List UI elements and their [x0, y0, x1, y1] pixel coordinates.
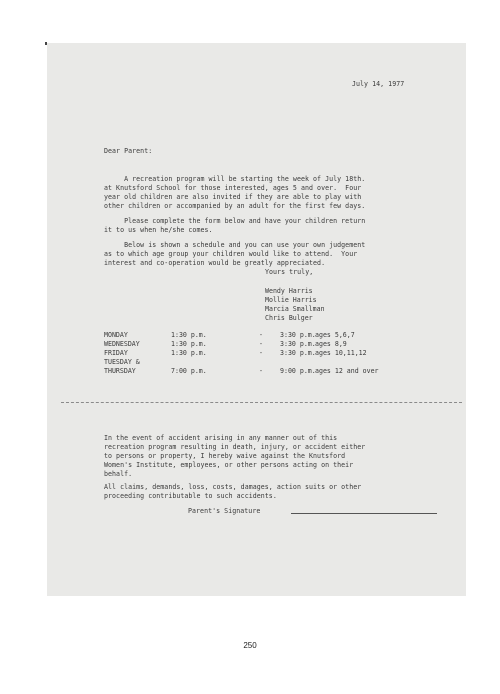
schedule-row — [104, 331, 355, 340]
schedule-end: 9:00 p.m. — [280, 367, 316, 375]
signatory-name: Marcia Smallman — [265, 305, 325, 313]
text-line: behalf. — [104, 470, 133, 478]
schedule-day: TUESDAY & — [104, 358, 140, 366]
text-line: other children or accompanied by an adult for the first few days. — [104, 202, 366, 210]
paragraph-schedule-note — [104, 232, 365, 277]
schedule-ages: ages 5,6,7 — [315, 331, 355, 339]
signatory-name: Wendy Harris — [265, 287, 313, 295]
signatories — [265, 287, 325, 323]
text-line: to persons or property, I hereby waive against the Knutsford — [104, 452, 346, 460]
schedule-day: FRIDAY — [104, 349, 128, 357]
schedule-dash: - — [259, 331, 263, 339]
schedule-day: MONDAY — [104, 331, 128, 339]
claims-paragraph — [104, 474, 361, 510]
schedule-start: 7:00 p.m. — [171, 367, 207, 375]
schedule-dash: - — [259, 367, 263, 375]
text-line: recreation program resulting in death, injury, or accident either — [104, 443, 366, 451]
text-line: A recreation program will be starting the week of July 18th. — [104, 175, 366, 183]
page-number: 250 — [243, 641, 257, 650]
text-line: as to which age group your children would like to attend. Your — [104, 250, 358, 258]
schedule-ages: ages 8,9 — [315, 340, 347, 348]
schedule-row — [104, 340, 347, 349]
text-line: Below is shown a schedule and you can use your own judgement — [104, 241, 366, 249]
signatory-name: Mollie Harris — [265, 296, 317, 304]
text-line: year old children are also invited if they are able to play with — [104, 193, 362, 201]
text-line: interest and co-operation would be greatly appreciated. — [104, 259, 326, 267]
text-line: Please complete the form below and have your children return — [104, 217, 366, 225]
schedule-start: 1:30 p.m. — [171, 331, 207, 339]
closing: Yours truly, — [265, 268, 314, 276]
scan-mark — [45, 42, 47, 45]
schedule-start: 1:30 p.m. — [171, 340, 207, 348]
schedule-dash: - — [259, 349, 263, 357]
schedule-table — [104, 331, 379, 376]
text-line: it to us when he/she comes. — [104, 226, 213, 234]
schedule-row — [104, 367, 379, 376]
text-line: at Knutsford School for those interested, ages 5 and over. Four — [104, 184, 362, 192]
schedule-day: WEDNESDAY — [104, 340, 140, 348]
letter-date: July 14, 1977 — [352, 80, 405, 88]
text-line: All claims, demands, loss, costs, damages, action suits or other — [104, 483, 362, 491]
text-line: Women's Institute, employees, or other persons acting on their — [104, 461, 354, 469]
schedule-ages: ages 10,11,12 — [315, 349, 367, 357]
salutation: Dear Parent: — [104, 147, 153, 155]
text-line: In the event of accident arising in any manner out of this — [104, 434, 338, 442]
schedule-end: 3:30 p.m. — [280, 331, 316, 339]
signature-label: Parent's Signature — [188, 507, 261, 515]
schedule-ages: ages 12 and over — [315, 367, 379, 375]
signature-line[interactable] — [291, 513, 437, 514]
schedule-row — [104, 358, 140, 367]
text-line: proceeding contributable to such accidents. — [104, 492, 277, 500]
schedule-dash: - — [259, 340, 263, 348]
signatory-name: Chris Bulger — [265, 314, 313, 322]
schedule-day: THURSDAY — [104, 367, 136, 375]
schedule-start: 1:30 p.m. — [171, 349, 207, 357]
schedule-end: 3:30 p.m. — [280, 349, 316, 357]
schedule-end: 3:30 p.m. — [280, 340, 316, 348]
schedule-row — [104, 349, 367, 358]
tear-off-dashed-line — [61, 402, 462, 403]
